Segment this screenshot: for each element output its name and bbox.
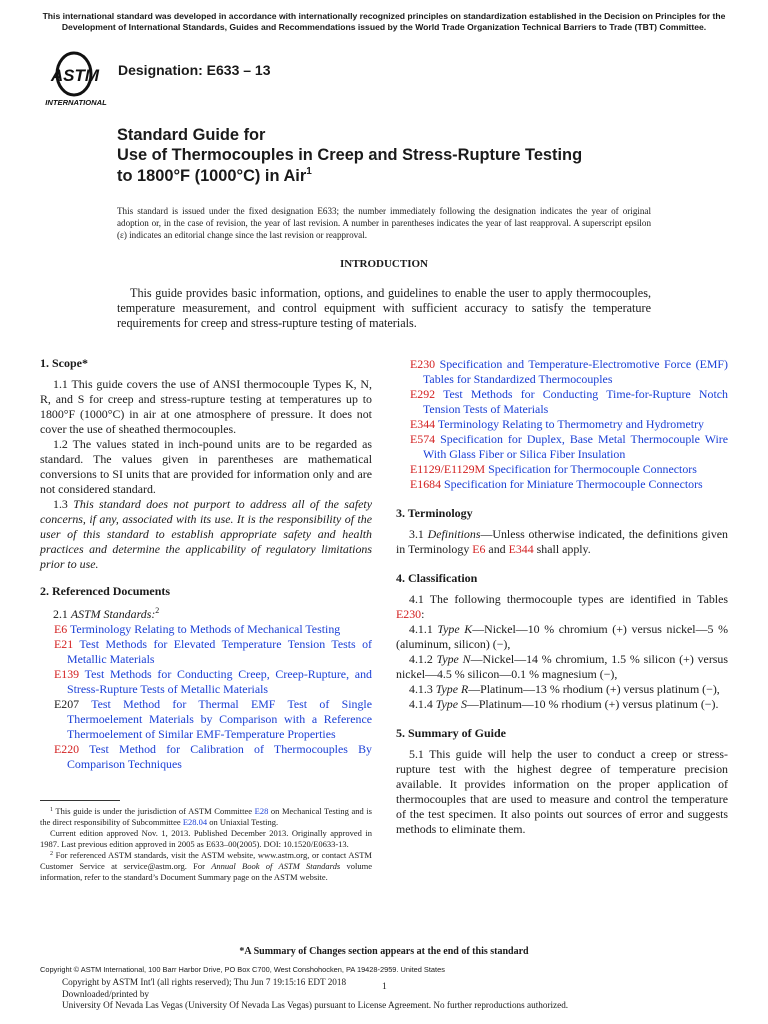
scope-1-3 bbox=[40, 497, 372, 572]
left-column bbox=[40, 356, 372, 772]
page-number: 1 bbox=[382, 982, 387, 992]
terminology-heading: 3. Terminology bbox=[396, 506, 473, 520]
ref-code[interactable]: E230 bbox=[410, 357, 436, 371]
ref-item-e344[interactable] bbox=[396, 417, 728, 432]
ref-code[interactable]: E344 bbox=[410, 417, 436, 431]
document-title bbox=[117, 125, 737, 186]
ref-title[interactable]: Test Method for Calibration of Thermocouples By Comparison Techniques bbox=[67, 741, 372, 771]
ref-item-e1684[interactable] bbox=[396, 477, 728, 492]
footnote-2 bbox=[40, 850, 372, 883]
ref-title[interactable]: Specification for Miniature Thermocouple Connectors bbox=[444, 477, 703, 491]
title-line3: to 1800°F (1000°C) in Air bbox=[117, 166, 307, 185]
issued-notice: This standard is issued under the fixed designation E633; the number immediately following the designation indicates the year of original adoption or, in the case of revision, the year of last revision. A number in parentheses indicates the year of last reapproval. A superscript epsilon (ε) indicates an editorial change since the last revision or reapproval. bbox=[117, 206, 651, 241]
summary-5-1: 5.1 This guide will help the user to conduct a creep or stress-rupture test with the highest degree of temperature precision available. It provides information on the proper application of thermocouples that are used to measure and control the temperature of the test specimen. It also points out sources of error and suggests methods to eliminate them. bbox=[396, 747, 728, 836]
ref-title[interactable]: Terminology Relating to Thermometry and Hydrometry bbox=[437, 417, 704, 431]
summary-heading: 5. Summary of Guide bbox=[396, 726, 507, 740]
classification-intro: 4.1 The following thermocouple types are identified in Tables bbox=[409, 592, 728, 606]
scope-1-3-text: This standard does not purport to address all of the safety concerns, if any, associated with its use. It is the responsibility of the user of this standard to establish appropriate safety and health practices and determine the applicability of regulatory limitations prior to use. bbox=[40, 497, 372, 571]
terminology-text-b: and bbox=[485, 542, 509, 556]
ref-item-e207[interactable] bbox=[40, 697, 372, 742]
title-footnote-mark: 1 bbox=[306, 165, 312, 177]
classification-intro-end: : bbox=[421, 607, 425, 621]
ref-item-e230[interactable] bbox=[396, 357, 728, 387]
ref-title[interactable]: Test Methods for Conducting Creep, Creep-Rupture, and Stress-Rupture Tests of Metallic Materials bbox=[67, 666, 372, 696]
license-line3: University Of Nevada Las Vegas (University Of Nevada Las Vegas) pursuant to License Agreement. No further reproductions authorized. bbox=[62, 1000, 569, 1011]
classification-type-r bbox=[396, 682, 728, 697]
footnote-2-italic: Annual Book of ASTM Standards bbox=[211, 861, 341, 871]
ref-item-e574[interactable] bbox=[396, 432, 728, 462]
type-label: Type R bbox=[435, 682, 469, 696]
footnotes bbox=[40, 806, 372, 883]
right-column bbox=[396, 357, 728, 837]
scope-1-1: 1.1 This guide covers the use of ANSI thermocouple Types K, N, R, and S for creep and stress-rupture testing at temperatures up to 1800°F (1000°C) in air at one atmosphere of pressure. It does not cover the use of sheathed thermocouples. bbox=[40, 377, 372, 436]
terminology-ref-e6[interactable]: E6 bbox=[472, 542, 486, 556]
title-line1: Standard Guide for bbox=[117, 126, 266, 144]
subcommittee-e28-04-link[interactable]: E28.04 bbox=[182, 817, 208, 827]
type-num: 4.1.1 bbox=[409, 622, 438, 636]
footnote-2-mark: 2 bbox=[50, 851, 53, 857]
footnote-1-edition: Current edition approved Nov. 1, 2013. Published December 2013. Originally approved in 1987. Last previous edition approved in 2005 as E633–00(2005). DOI: 10.1520/E0633-13. bbox=[40, 828, 372, 849]
scope-1-3-num: 1.3 bbox=[53, 497, 74, 511]
ref-code[interactable]: E1129/E1129M bbox=[410, 462, 486, 476]
ref-title[interactable]: Test Method for Thermal EMF Test of Single Thermoelement Materials by Comparison with a Reference Thermoelement of Similar EMF-Temperature Properties bbox=[67, 696, 372, 741]
ref-code[interactable]: E6 bbox=[54, 621, 68, 636]
ref-code[interactable]: E292 bbox=[410, 387, 436, 401]
ref-item-e6[interactable] bbox=[40, 622, 372, 637]
ref-code[interactable]: E21 bbox=[54, 636, 74, 651]
type-text: —Platinum—13 % rhodium (+) versus platinum (−), bbox=[468, 682, 720, 696]
title-line2: Use of Thermocouples in Creep and Stress-Rupture Testing bbox=[117, 146, 583, 165]
type-text: —Nickel—10 % chromium (+) versus nickel—5 % (aluminum, silicon) (−), bbox=[396, 622, 728, 651]
classification-heading: 4. Classification bbox=[396, 571, 478, 585]
scope-1-2: 1.2 The values stated in inch-pound units are to be regarded as standard. The values given in parentheses are mathematical conversions to SI units that are provided for information only and are not considered standard. bbox=[40, 437, 372, 496]
ref-code: E207 bbox=[54, 696, 80, 711]
ref-code[interactable]: E139 bbox=[54, 666, 80, 681]
classification-ref-e230[interactable]: E230 bbox=[396, 607, 422, 621]
type-label: Type S bbox=[435, 697, 467, 711]
ref-title[interactable]: Test Methods for Conducting Time-for-Rupture Notch Tension Tests of Materials bbox=[423, 387, 728, 416]
footnote-1 bbox=[40, 806, 372, 828]
type-label: Type N bbox=[436, 652, 471, 666]
introduction-text: This guide provides basic information, options, and guidelines to enable the user to apply thermocouples, temperature measurement, and control equipment with sufficient accuracy to satisfy the temperature requirements for creep and stress-rupture testing of materials. bbox=[117, 286, 651, 331]
ref-item-e1129[interactable] bbox=[396, 462, 728, 477]
copyright-line: Copyright © ASTM International, 100 Barr Harbor Drive, PO Box C700, West Conshohocken, PA 19428-2959. United States bbox=[40, 965, 445, 974]
type-text: —Platinum—10 % rhodium (+) versus platinum (−). bbox=[466, 697, 719, 711]
summary-of-changes-note: *A Summary of Changes section appears at the end of this standard bbox=[239, 946, 529, 957]
ref-item-e292[interactable] bbox=[396, 387, 728, 417]
terminology-term: Definitions bbox=[427, 527, 481, 541]
scope-heading: 1. Scope* bbox=[40, 356, 88, 370]
footnote-1-text-c: on Uniaxial Testing. bbox=[207, 817, 279, 827]
footnote-rule bbox=[40, 800, 120, 801]
classification-type-n bbox=[396, 652, 728, 682]
classification-type-s bbox=[396, 697, 728, 712]
terminology-num: 3.1 bbox=[409, 527, 428, 541]
type-text: —Nickel—14 % chromium, 1.5 % silicon (+) versus nickel—4.5 % silicon—0.1 % magnesium (−), bbox=[396, 652, 728, 681]
type-num: 4.1.3 bbox=[409, 682, 436, 696]
tbt-notice-line1: This international standard was developed in accordance with internationally recognized principles on standardization established in the Decision on Principles for the bbox=[42, 11, 726, 21]
logo-subtext: INTERNATIONAL bbox=[45, 98, 107, 107]
license-line2: Downloaded/printed by bbox=[62, 988, 150, 999]
ref-title[interactable]: Specification and Temperature-Electromotive Force (EMF) Tables for Standardized Thermocouples bbox=[423, 357, 728, 386]
type-label: Type K bbox=[437, 622, 473, 636]
logo-text: ASTM bbox=[50, 66, 100, 85]
terminology-ref-e344[interactable]: E344 bbox=[508, 542, 534, 556]
tbt-notice bbox=[40, 11, 728, 33]
classification-type-k bbox=[396, 622, 728, 652]
astm-standards-label bbox=[40, 603, 372, 622]
tbt-notice-line2: Development of International Standards, Guides and Recommendations issued by the World Trade Organization Technical Barriers to Trade (TBT) Committee. bbox=[61, 22, 707, 32]
astm-standards-text: ASTM Standards: bbox=[70, 606, 156, 621]
ref-item-e139[interactable] bbox=[40, 667, 372, 697]
footnote-1-text-b: on Mechanical Testing and is the direct responsibility of Subcommittee bbox=[40, 806, 372, 827]
footnote-1-mark: 1 bbox=[50, 807, 53, 813]
astm-standards-num: 2.1 bbox=[53, 606, 71, 621]
ref-item-e21[interactable] bbox=[40, 637, 372, 667]
astm-logo bbox=[44, 50, 108, 108]
ref-item-e220[interactable] bbox=[40, 742, 372, 772]
classification-4-1 bbox=[396, 592, 728, 622]
ref-title[interactable]: Terminology Relating to Methods of Mechanical Testing bbox=[69, 621, 341, 636]
terminology-text-a: —Unless otherwise indicated, the definitions given in Terminology bbox=[396, 527, 728, 556]
referenced-heading: 2. Referenced Documents bbox=[40, 584, 171, 598]
type-num: 4.1.2 bbox=[409, 652, 437, 666]
ref-code[interactable]: E574 bbox=[410, 432, 436, 446]
footnote-2-text-b: volume information, refer to the standard’s Document Summary page on the ASTM website. bbox=[40, 861, 372, 882]
footnote-2-text-a: For referenced ASTM standards, visit the ASTM website, www.astm.org, or contact ASTM Customer Service at service@astm.org. For bbox=[40, 850, 372, 871]
ref-code[interactable]: E220 bbox=[54, 741, 80, 756]
type-num: 4.1.4 bbox=[409, 697, 436, 711]
license-line1: Copyright by ASTM Int'l (all rights reserved); Thu Jun 7 19:15:16 EDT 2018 bbox=[62, 977, 347, 987]
designation: Designation: E633 – 13 bbox=[118, 62, 271, 78]
ref-title[interactable]: Test Methods for Elevated Temperature Tension Tests of Metallic Materials bbox=[67, 636, 372, 666]
ref-code[interactable]: E1684 bbox=[410, 477, 442, 491]
astm-standards-mark: 2 bbox=[155, 606, 160, 615]
license-stamp bbox=[62, 977, 568, 1012]
terminology-3-1 bbox=[396, 527, 728, 557]
ref-title[interactable]: Specification for Duplex, Base Metal Thermocouple Wire With Glass Fiber or Silica Fiber Insulation bbox=[423, 432, 728, 461]
committee-e28-link[interactable]: E28 bbox=[254, 806, 269, 816]
footnote-1-text-a: This guide is under the jurisdiction of ASTM Committee bbox=[53, 806, 255, 816]
introduction-heading: INTRODUCTION bbox=[339, 258, 428, 270]
terminology-text-c: shall apply. bbox=[533, 542, 591, 556]
ref-title[interactable]: Specification for Thermocouple Connectors bbox=[488, 462, 697, 476]
